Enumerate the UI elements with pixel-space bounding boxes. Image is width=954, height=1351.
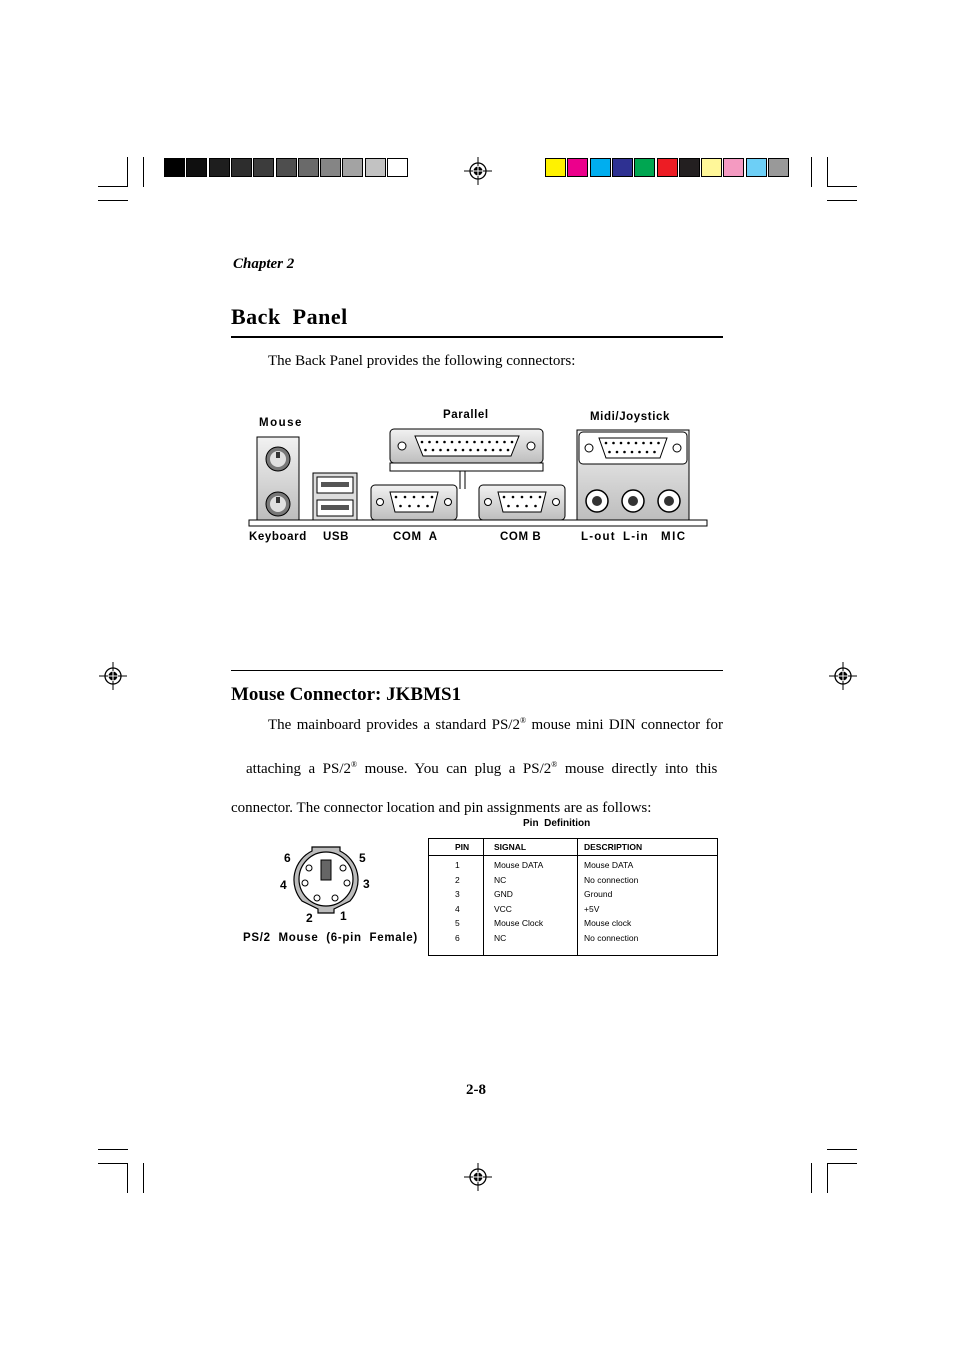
usb-icon	[313, 473, 357, 520]
mouse-connector-paragraph	[231, 711, 723, 819]
paragraph-line-2: attaching a PS/2® mouse. You can plug a PS/2® mouse directly into this	[246, 760, 718, 777]
pin-label-3: 3	[363, 877, 370, 891]
color-swatch	[320, 158, 341, 177]
color-swatch	[365, 158, 386, 177]
col-header-signal: SIGNAL	[484, 839, 578, 856]
color-swatch	[231, 158, 252, 177]
color-swatch	[746, 158, 767, 177]
pin-label-4: 4	[280, 878, 287, 892]
color-swatch	[567, 158, 588, 177]
pin-label-6: 6	[284, 851, 291, 865]
col-header-description: DESCRIPTION	[578, 839, 718, 856]
color-swatch	[209, 158, 230, 177]
com-a-label: COM A	[393, 531, 438, 543]
registration-target-icon	[464, 1163, 492, 1191]
registration-target-icon	[99, 662, 127, 690]
color-swatch	[342, 158, 363, 177]
registration-target-icon	[464, 157, 492, 185]
pin-definition-table	[428, 838, 718, 956]
com-b-label: COM B	[500, 531, 542, 543]
color-swatch	[387, 158, 408, 177]
table-row: 3 GND Ground	[429, 889, 718, 904]
section-title: Mouse Connector: JKBMS1	[231, 684, 462, 705]
color-swatch	[276, 158, 297, 177]
color-swatch	[298, 158, 319, 177]
chapter-label: Chapter 2	[233, 256, 295, 272]
keyboard-label: Keyboard	[249, 531, 307, 543]
page-title: Back Panel	[231, 304, 348, 329]
color-swatch	[164, 158, 185, 177]
ps2-din-connector-icon	[290, 843, 362, 915]
color-swatch	[590, 158, 611, 177]
color-swatch	[657, 158, 678, 177]
pin-label-1: 1	[340, 909, 347, 923]
pin-label-2: 2	[306, 911, 313, 925]
com-a-port-icon	[371, 485, 457, 520]
table-row: 6 NC No connection	[429, 933, 718, 956]
table-row: 4 VCC +5V	[429, 904, 718, 919]
com-b-port-icon	[479, 485, 565, 520]
midi-audio-block-icon	[577, 430, 689, 520]
color-swatch	[612, 158, 633, 177]
intro-text: The Back Panel provides the following connectors:	[268, 353, 576, 369]
color-swatch	[679, 158, 700, 177]
table-row: 1 Mouse DATA Mouse DATA	[429, 856, 718, 875]
page-number: 2-8	[466, 1082, 486, 1098]
usb-label: USB	[323, 531, 350, 543]
lout-label: L-out	[581, 531, 616, 543]
mouse-label: Mouse	[259, 417, 303, 429]
parallel-port-icon	[390, 429, 543, 471]
color-swatch	[723, 158, 744, 177]
pin-label-5: 5	[359, 851, 366, 865]
lin-label: L-in	[623, 531, 649, 543]
color-swatch	[253, 158, 274, 177]
mic-label: MIC	[661, 531, 687, 543]
back-panel-connectors	[245, 425, 710, 530]
parallel-label: Parallel	[443, 409, 489, 421]
ps2-caption: PS/2 Mouse (6-pin Female)	[243, 932, 418, 944]
ps2-stack-icon	[257, 437, 299, 520]
color-swatch	[186, 158, 207, 177]
table-row: 5 Mouse Clock Mouse clock	[429, 918, 718, 933]
midi-label: Midi/Joystick	[590, 411, 671, 423]
title-rule	[231, 336, 723, 338]
color-swatch	[545, 158, 566, 177]
registration-target-icon	[829, 662, 857, 690]
paragraph-line-1: The mainboard provides a standard PS/2® mouse mini DIN connector for	[268, 716, 724, 733]
paragraph-line-3: connector. The connector location and pin assignments are as follows:	[231, 800, 652, 816]
col-header-pin: PIN	[429, 839, 484, 856]
color-swatch	[701, 158, 722, 177]
table-row: 2 NC No connection	[429, 875, 718, 890]
pin-table-title: Pin Definition	[523, 818, 591, 829]
section-divider	[231, 670, 723, 671]
color-swatch	[768, 158, 789, 177]
color-swatch	[634, 158, 655, 177]
table-header-row	[429, 839, 718, 856]
